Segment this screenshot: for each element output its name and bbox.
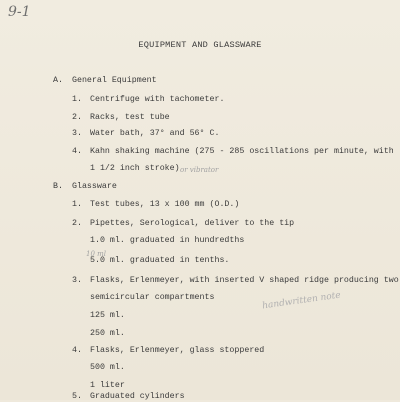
- section-a-item-4-num: 4.: [72, 147, 82, 156]
- section-b-item-2-sub-1: 1.0 ml. graduated in hundredths: [90, 236, 245, 245]
- section-b-item-1-num: 1.: [72, 200, 82, 209]
- document-title: EQUIPMENT AND GLASSWARE: [138, 40, 262, 50]
- section-a-item-1-num: 1.: [72, 95, 82, 104]
- section-b-item-5-num: 5.: [72, 392, 82, 401]
- section-b-label: Glassware: [72, 182, 117, 191]
- section-a-item-4-cont: 1 1/2 inch stroke): [90, 164, 180, 173]
- section-b-item-3-sub-2: 250 ml.: [90, 329, 125, 338]
- section-b-item-4-sub-1: 500 ml.: [90, 363, 125, 372]
- section-a-item-2-text: Racks, test tube: [90, 113, 170, 122]
- section-b-item-5-text: Graduated cylinders: [90, 392, 185, 401]
- section-b-item-2-sub-2: 5.0 ml. graduated in tenths.: [90, 256, 230, 265]
- section-b-item-4-text: Flasks, Erlenmeyer, glass stoppered: [90, 346, 265, 355]
- section-a-item-2-num: 2.: [72, 113, 82, 122]
- section-b-item-3-cont: semicircular compartments: [90, 293, 215, 302]
- section-b-item-4-sub-2: 1 liter: [90, 381, 125, 390]
- handwritten-annotation-10ml: 10 ml: [86, 250, 107, 258]
- section-a-letter: A.: [53, 76, 63, 85]
- section-b-item-3-text: Flasks, Erlenmeyer, with inserted V shaped ridge producing two: [90, 276, 399, 285]
- section-b-item-4-num: 4.: [72, 346, 82, 355]
- handwritten-scribble: handwritten note: [261, 290, 342, 312]
- section-b-item-2-text: Pipettes, Serological, deliver to the tip: [90, 219, 295, 228]
- section-a-item-4-text: Kahn shaking machine (275 - 285 oscillations per minute, with: [90, 147, 394, 156]
- section-b-letter: B.: [53, 182, 63, 191]
- section-b-item-1-text: Test tubes, 13 x 100 mm (O.D.): [90, 200, 240, 209]
- section-a-label: General Equipment: [72, 76, 157, 85]
- section-a-item-3-text: Water bath, 37° and 56° C.: [90, 129, 220, 138]
- handwritten-annotation-vibrator: or vibrator: [180, 166, 219, 174]
- section-b-item-3-num: 3.: [72, 276, 82, 285]
- section-b-item-2-num: 2.: [72, 219, 82, 228]
- section-a-item-1-text: Centrifuge with tachometer.: [90, 95, 225, 104]
- section-b-item-3-sub-1: 125 ml.: [90, 311, 125, 320]
- section-a-item-3-num: 3.: [72, 129, 82, 138]
- handwritten-page-number: 9-1: [8, 4, 31, 20]
